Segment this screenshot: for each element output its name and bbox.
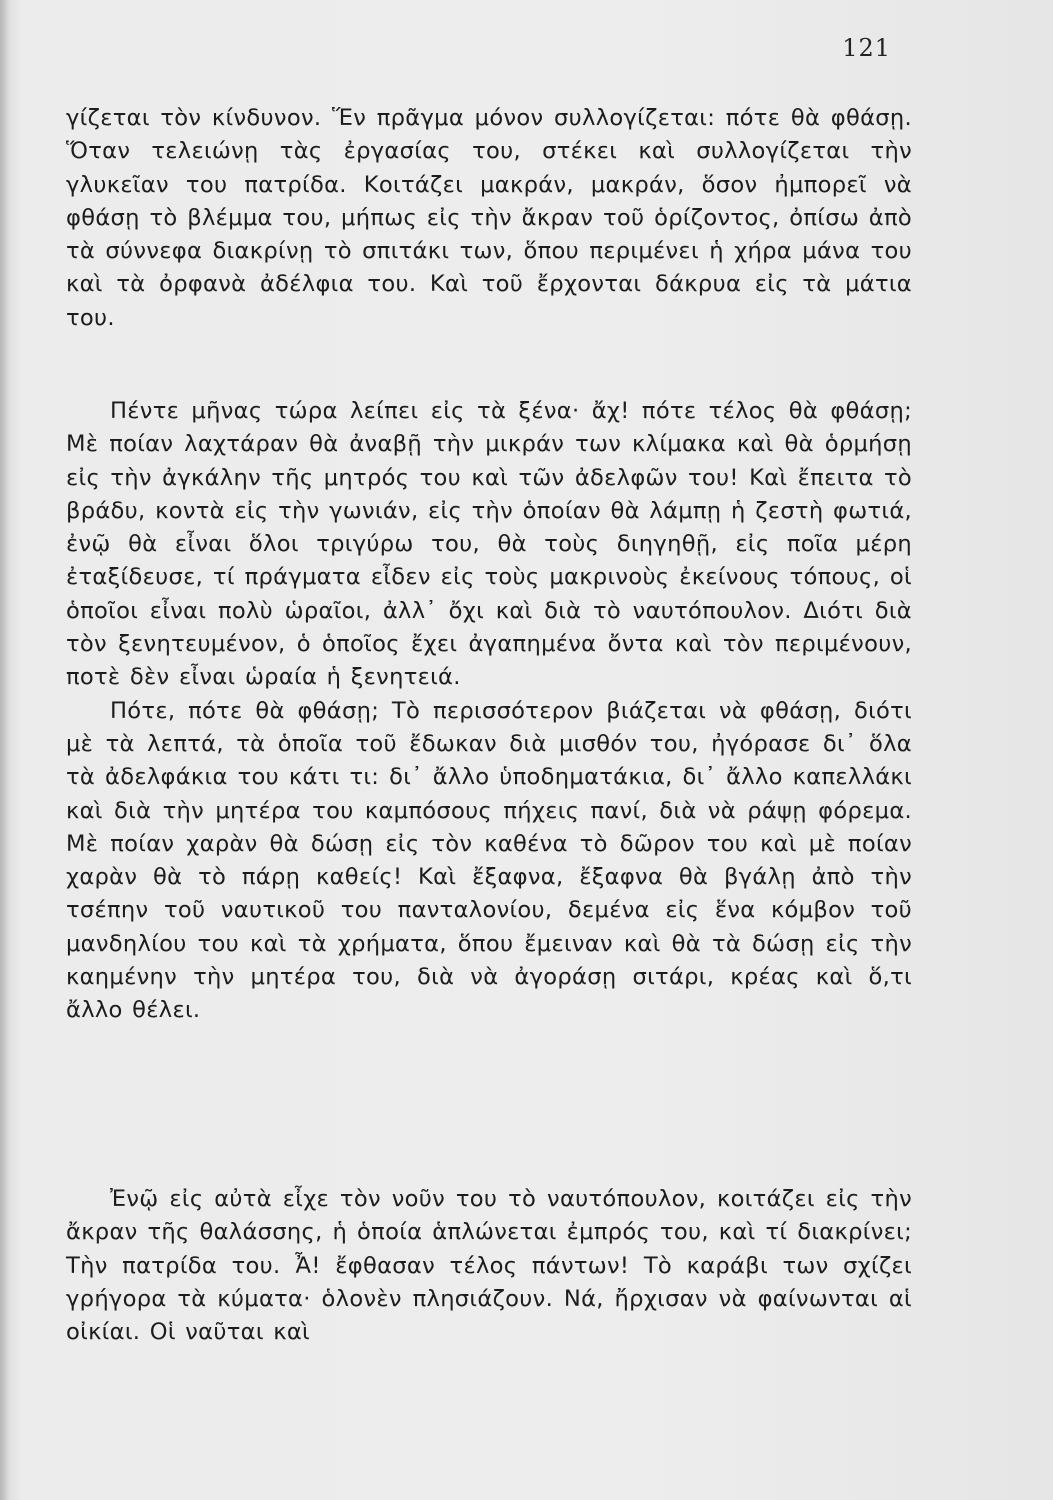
text-block-continuation bbox=[66, 102, 912, 335]
paragraph-when-will-he-arrive: Πότε, πότε θὰ φθάσῃ; Τὸ περισσότερον βιάζεται νὰ φθάσῃ, διότι μὲ τὰ λεπτά, τὰ ὁποῖα τοῦ ἔδωκαν διὰ μισθόν του, ἠγόρασε δι᾽ ὅλα τὰ ἀδελφάκια του κάτι τι: δι᾽ ἄλλο ὑποδηματάκια, δι᾽ ἄλλο καπελλάκι καὶ διὰ τὴν μητέρα του καμπόσους πήχεις πανί, διὰ νὰ ράψῃ φόρεμα. Μὲ ποίαν χαρὰν θὰ δώσῃ εἰς τὸν καθένα τὸ δῶρον του καὶ μὲ ποίαν χαρὰν θὰ τὸ πάρῃ καθείς! Καὶ ἔξαφνα, ἔξαφνα θὰ βγάλῃ ἀπὸ τὴν τσέπην τοῦ ναυτικοῦ του πανταλονίου, δεμένα εἰς ἕνα κόμβον τοῦ μανδηλίου του καὶ τὰ χρήματα, ὅπου ἔμειναν καὶ θὰ τὰ δώσῃ εἰς τὴν καημένην τὴν μητέρα του, διὰ νὰ ἀγοράσῃ σιτάρι, κρέας καὶ ὅ,τι ἄλλο θέλει. bbox=[66, 697, 912, 1024]
text-block-final bbox=[66, 1183, 912, 1349]
paragraph-continuation: γίζεται τὸν κίνδυνον. Ἕν πρᾶγμα μόνον συλλογίζεται: πότε θὰ φθάσῃ. Ὅταν τελειώνῃ τὰς ἐργασίας του, στέκει καὶ συλλογίζεται τὴν γλυκεῖαν του πατρίδα. Κοιτάζει μακράν, μακράν, ὅσον ἠμπορεῖ νὰ φθάσῃ τὸ βλέμμα του, μήπως εἰς τὴν ἄκραν τοῦ ὁρίζοντος, ὀπίσω ἀπὸ τὰ σύννεφα διακρίνῃ τὸ σπιτάκι των, ὅπου περιμένει ἡ χήρα μάνα του καὶ τὰ ὀρφανὰ ἀδέλφια του. Καὶ τοῦ ἔρχονται δάκρυα εἰς τὰ μάτια του. bbox=[66, 105, 912, 331]
paragraph-five-months: Πέντε μῆνας τώρα λείπει εἰς τὰ ξένα· ἄχ! πότε τέλος θὰ φθάσῃ; Μὲ ποίαν λαχτάραν θὰ ἀναβῇ τὴν μικράν των κλίμακα καὶ θὰ ὁρμήσῃ εἰς τὴν ἀγκάλην τῆς μητρός του καὶ τῶν ἀδελφῶν του! Καὶ ἔπειτα τὸ βράδυ, κοντὰ εἰς τὴν γωνιάν, εἰς τὴν ὁποίαν θὰ λάμπῃ ἡ ζεστὴ φωτιά, ἐνῷ θὰ εἶναι ὅλοι τριγύρω του, θὰ τοὺς διηγηθῇ, εἰς ποῖα μέρη ἐταξίδευσε, τί πράγματα εἶδεν εἰς τοὺς μακρινοὺς ἐκείνους τόπους, οἱ ὁποῖοι εἶναι πολὺ ὡραῖοι, ἀλλ᾽ ὄχι καὶ διὰ τὸ ναυτόπουλον. Διότι διὰ τὸν ξενητευμένον, ὁ ὁποῖος ἔχει ἀγαπημένα ὄντα καὶ τὸν περιμένουν, ποτὲ δὲν εἶναι ὡραία ἡ ξενητειά. bbox=[66, 398, 912, 691]
paragraph-homeland-sighted: Ἐνῷ εἰς αὐτὰ εἶχε τὸν νοῦν του τὸ ναυτόπουλον, κοιτάζει εἰς τὴν ἄκραν τῆς θαλάσσης, ἡ ὁποία ἁπλώνεται ἐμπρός του, καὶ τί διακρίνει; Τὴν πατρίδα του. Ἆ! ἔφθασαν τέλος πάντων! Τὸ καράβι των σχίζει γρήγορα τὰ κύματα· ὁλονὲν πλησιάζουν. Νά, ἤρχισαν νὰ φαίνωνται αἱ οἰκίαι. Οἱ ναῦται καὶ bbox=[66, 1186, 912, 1346]
page-gutter-shadow bbox=[0, 0, 10, 1500]
text-block-middle bbox=[66, 395, 912, 1028]
page-number: 121 bbox=[842, 34, 891, 62]
